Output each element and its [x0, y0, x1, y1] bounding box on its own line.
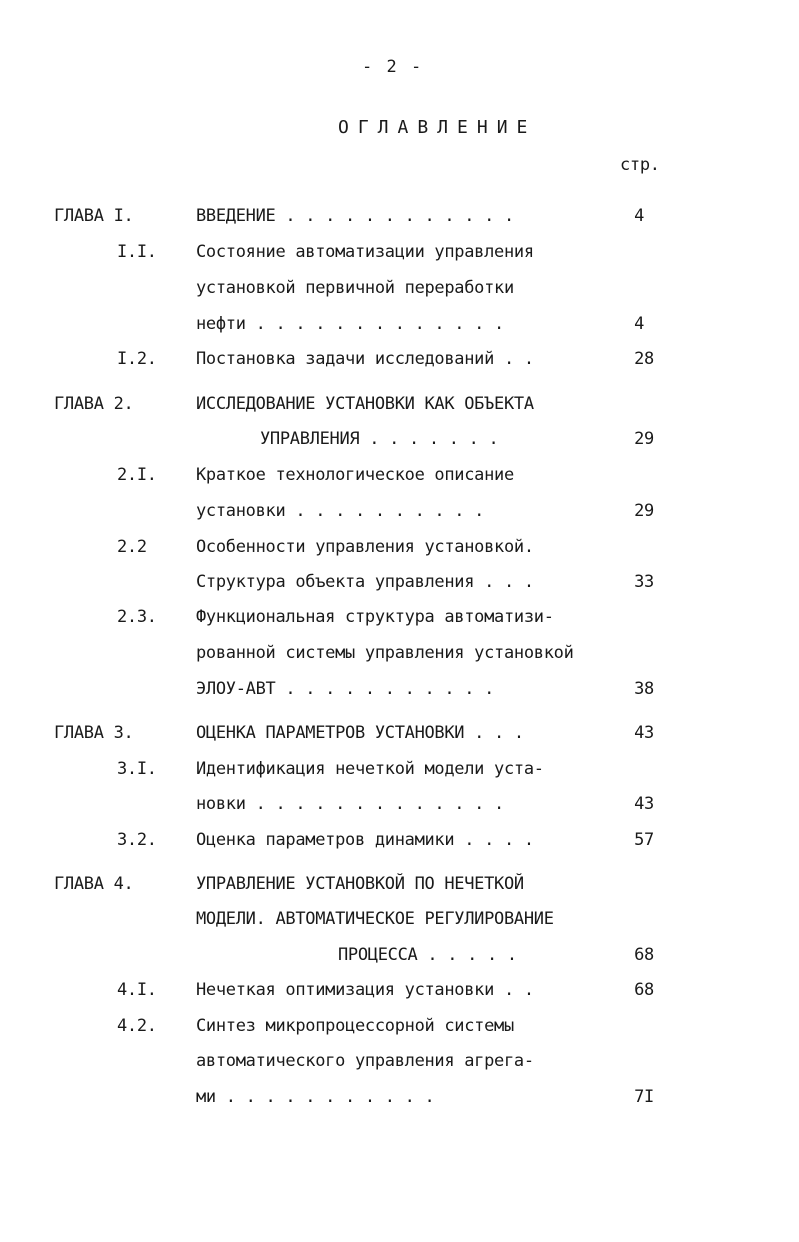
entry-text: ПРОЦЕССА . . . . .	[338, 945, 517, 965]
entry-text: УПРАВЛЕНИЯ . . . . . . .	[260, 429, 499, 449]
entry-text: Состояние автоматизации управления	[196, 242, 534, 262]
entry-text: Постановка задачи исследований . .	[196, 349, 534, 369]
page-number: - 2 -	[362, 57, 424, 77]
entry-page: 4	[634, 206, 644, 226]
entry-number: 3.I.	[117, 759, 157, 779]
entry-number: 3.2.	[117, 830, 157, 850]
entry-number: ГЛАВА 3.	[54, 723, 134, 743]
entry-page: 57	[634, 830, 654, 850]
entry-number: 2.I.	[117, 465, 157, 485]
entry-page: 29	[634, 501, 654, 521]
entry-page: 29	[634, 429, 654, 449]
entry-text: Нечеткая оптимизация установки . .	[196, 980, 534, 1000]
entry-number: 4.2.	[117, 1016, 157, 1036]
entry-page: 28	[634, 349, 654, 369]
entry-text: Особенности управления установкой.	[196, 537, 534, 557]
entry-text: ИССЛЕДОВАНИЕ УСТАНОВКИ КАК ОБЪЕКТА	[196, 394, 534, 414]
entry-text: МОДЕЛИ. АВТОМАТИЧЕСКОЕ РЕГУЛИРОВАНИЕ	[196, 909, 554, 929]
entry-page: 68	[634, 980, 654, 1000]
entry-number: ГЛАВА 2.	[54, 394, 134, 414]
page-column-label: стр.	[620, 155, 660, 175]
entry-text: Идентификация нечеткой модели уста-	[196, 759, 544, 779]
toc-title: ОГЛАВЛЕНИЕ	[338, 117, 537, 138]
entry-text: нефти . . . . . . . . . . . . .	[196, 314, 504, 334]
entry-text: Оценка параметров динамики . . . .	[196, 830, 534, 850]
entry-text: новки . . . . . . . . . . . . .	[196, 794, 504, 814]
entry-text: автоматического управления агрега-	[196, 1051, 534, 1071]
entry-text: ми . . . . . . . . . . .	[196, 1087, 435, 1107]
entry-number: 2.2	[117, 537, 147, 557]
entry-text: ЭЛОУ-АВТ . . . . . . . . . . .	[196, 679, 495, 699]
entry-text: установкой первичной переработки	[196, 278, 514, 298]
entry-text: рованной системы управления установкой	[196, 643, 574, 663]
entry-number: 4.I.	[117, 980, 157, 1000]
entry-text: Синтез микропроцессорной системы	[196, 1016, 514, 1036]
entry-page: 68	[634, 945, 654, 965]
entry-number: I.2.	[117, 349, 157, 369]
entry-number: ГЛАВА I.	[54, 206, 134, 226]
entry-text: УПРАВЛЕНИЕ УСТАНОВКОЙ ПО НЕЧЕТКОЙ	[196, 874, 524, 894]
entry-number: 2.3.	[117, 607, 157, 627]
entry-text: ОЦЕНКА ПАРАМЕТРОВ УСТАНОВКИ . . .	[196, 723, 524, 743]
entry-page: 38	[634, 679, 654, 699]
entry-page: 43	[634, 723, 654, 743]
entry-number: ГЛАВА 4.	[54, 874, 134, 894]
entry-number: I.I.	[117, 242, 157, 262]
entry-page: 7I	[634, 1087, 654, 1107]
entry-page: 33	[634, 572, 654, 592]
entry-text: Структура объекта управления . . .	[196, 572, 534, 592]
entry-text: установки . . . . . . . . . .	[196, 501, 485, 521]
entry-text: Краткое технологическое описание	[196, 465, 514, 485]
entry-text: Функциональная структура автоматизи-	[196, 607, 554, 627]
entry-text: ВВЕДЕНИЕ . . . . . . . . . . . .	[196, 206, 514, 226]
entry-page: 43	[634, 794, 654, 814]
entry-page: 4	[634, 314, 644, 334]
